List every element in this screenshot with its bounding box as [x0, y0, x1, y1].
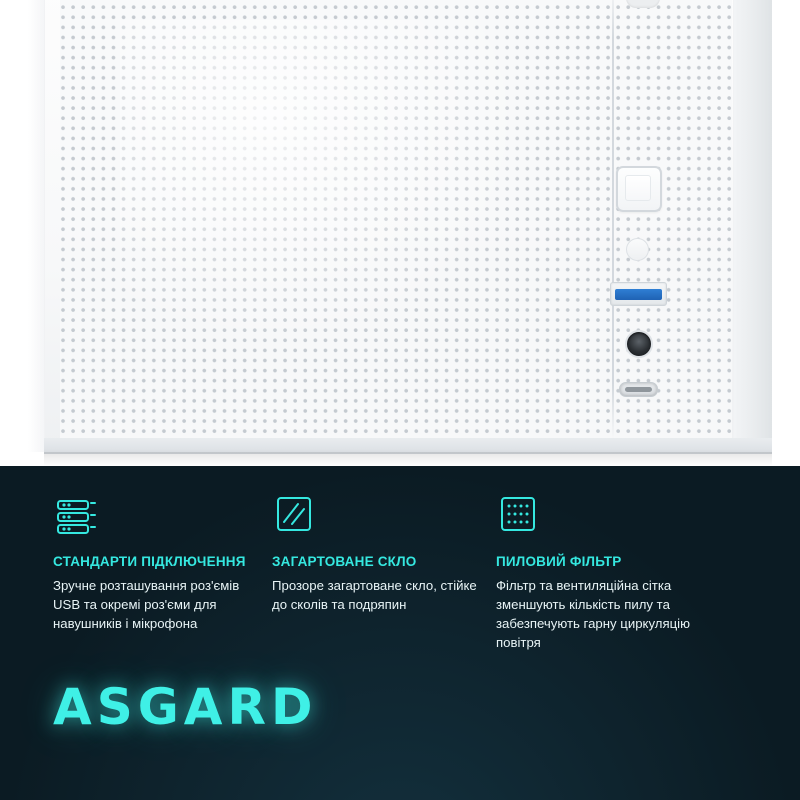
- feature-item: [272, 492, 496, 652]
- case-bottom-shadow: [44, 452, 772, 466]
- power-button-icon: [616, 166, 662, 212]
- feature-item: [0, 492, 272, 652]
- feature-title: ЗАГАРТОВАНЕ СКЛО: [272, 554, 417, 569]
- connectors-icon: [53, 492, 99, 538]
- front-io-panel: [596, 150, 706, 420]
- usb-type-c-port-icon: [619, 382, 658, 397]
- feature-text: Фільтр та вентиляційна сітка зменшують кількість пилу та забезпечують гарну циркуляцію повітря: [496, 578, 690, 650]
- features-list: [0, 492, 800, 652]
- tempered-glass-icon: [272, 492, 318, 538]
- audio-jack-port-icon: [625, 330, 653, 358]
- brand-logo: ASGARD: [53, 678, 318, 736]
- feature-title: СТАНДАРТИ ПІДКЛЮЧЕННЯ: [53, 554, 246, 569]
- feature-text: Зручне розташування роз'ємів USB та окремі роз'єми для навушників і мікрофона: [53, 578, 240, 631]
- dust-filter-icon: [496, 492, 542, 538]
- feature-title: ПИЛОВИЙ ФІЛЬТР: [496, 554, 622, 569]
- reset-button-icon: [626, 238, 649, 261]
- feature-text: Прозоре загартоване скло, стійке до сколів та подряпин: [272, 578, 477, 612]
- feature-item: [496, 492, 776, 652]
- usb-a-port-icon: [610, 282, 667, 306]
- case-right-panel: [734, 0, 772, 452]
- features-panel: [0, 466, 800, 800]
